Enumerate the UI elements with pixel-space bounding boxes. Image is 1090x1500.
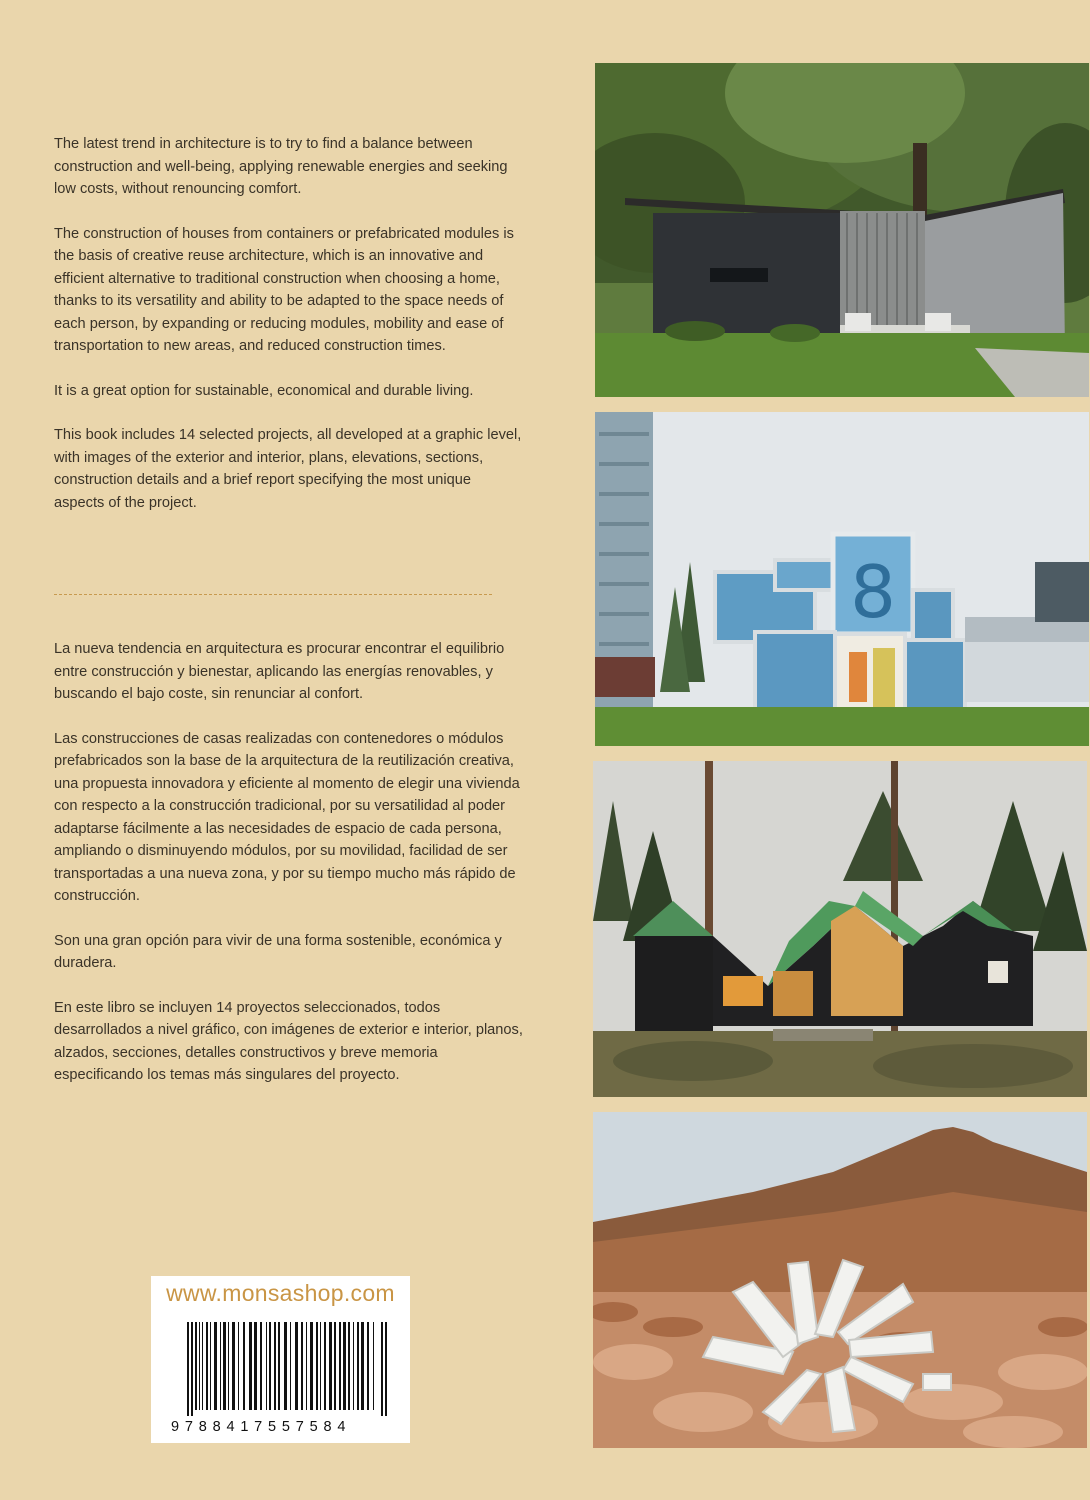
barcode-bar [295,1322,298,1410]
barcode-bar [266,1322,267,1410]
barcode-bar [228,1322,229,1410]
barcode-bar [367,1322,369,1410]
spanish-text-block [54,638,524,1087]
barcode-bar [381,1322,383,1416]
barcode-bar [254,1322,257,1410]
barcode-bar [278,1322,280,1410]
english-paragraph-4: This book includes 14 selected projects, all developed at a graphic level, with images of the exterior and interior, plans, elevations, sections, construction details and a brief report specifying the most unique aspects of the project. [54,427,522,511]
barcode-bar [232,1322,235,1410]
barcode-bar [334,1322,336,1410]
spanish-paragraph-4: En este libro se incluyen 14 proyectos seleccionados, todos desarrollados a nivel gráfico, con imágenes de exterior e interior, planos, alzados, secciones, detalles constructivos y breve memoria especificando los temas más singulares del proyecto. [54,999,523,1083]
barcode-bar [199,1322,200,1410]
barcode-bar [243,1322,245,1410]
barcode-bar [329,1322,332,1410]
barcode-bar [274,1322,276,1410]
barcode-bar [195,1322,197,1410]
barcode-bar [290,1322,291,1410]
photo-forest-timber-houses [593,761,1087,1097]
barcode-bar [348,1322,350,1410]
barcode-bar [339,1322,341,1410]
barcode-bar [220,1322,221,1410]
barcode-bar [316,1322,318,1410]
photo-desert-star-container-house [593,1112,1087,1448]
barcode-bar [249,1322,252,1410]
barcode-bar [385,1322,387,1416]
barcode-bar [343,1322,346,1410]
spanish-paragraph-3: Son una gran opción para vivir de una forma sostenible, económica y duradera. [54,932,502,971]
barcode-bar [306,1322,307,1410]
barcode-bar [324,1322,326,1410]
website-url: www.monsashop.com [166,1280,395,1306]
barcode-bar [223,1322,226,1410]
english-paragraph-2: The construction of houses from containers or prefabricated modules is the basis of creative reuse architecture, which is an innovative and efficient alternative to traditional construction when choosing a home, thanks to its versatility and ability to be adapted to the space needs of each person, by expanding or reducing modules, mobility and ease of transportation to new areas, and reduced construction times. [54,225,514,354]
barcode-bar [320,1322,321,1410]
barcode-bar [357,1322,359,1410]
spanish-paragraph-2: Las construcciones de casas realizadas con contenedores o módulos prefabricados son la base de la arquitectura de la reutilización creativa, una propuesta innovadora y eficiente al momento de elegir una vivienda con respecto a la construcción tradicional, por su versatilidad al poder adaptarse fácilmente a las necesidades de espacio de cada persona, ampliando o disminuyendo módulos, por su movilidad, facilidad de ser transportadas a una nueva zona, y por su tiempo mucho más rápido de construcción. [54,730,520,904]
barcode-bar [373,1322,374,1410]
photo-modern-dark-house [595,63,1089,397]
english-paragraph-3: It is a great option for sustainable, economical and durable living. [54,382,474,399]
container-number-8: 8 [850,550,896,634]
english-text-block [54,133,524,514]
isbn-barcode [187,1322,387,1418]
dashed-divider [54,594,492,595]
barcode-bar [187,1322,189,1416]
barcode-bar [361,1322,364,1410]
barcode-bar [353,1322,354,1410]
barcode-bar [206,1322,208,1410]
barcode-bar [310,1322,313,1410]
barcode-bar [284,1322,287,1410]
barcode-bar [260,1322,262,1410]
spanish-paragraph-1: La nueva tendencia en arquitectura es procurar encontrar el equilibrio entre construcción y bienestar, aplicando las energías renovables, y buscando el bajo coste, sin renunciar al confort. [54,641,505,702]
barcode-bar [238,1322,239,1410]
barcode-bar [202,1322,203,1410]
barcode-bar [191,1322,193,1416]
barcode-bar [214,1322,217,1410]
barcode-bar [301,1322,303,1410]
barcode-bar [269,1322,271,1410]
photo-blue-container-pavilion [595,412,1089,746]
english-paragraph-1: The latest trend in architecture is to try to find a balance between construction and well-being, applying renewable energies and seeking low costs, without renouncing comfort. [54,136,508,197]
isbn-number: 9788417557584 [171,1419,352,1435]
barcode-bar [210,1322,211,1410]
barcode-label [151,1276,410,1443]
